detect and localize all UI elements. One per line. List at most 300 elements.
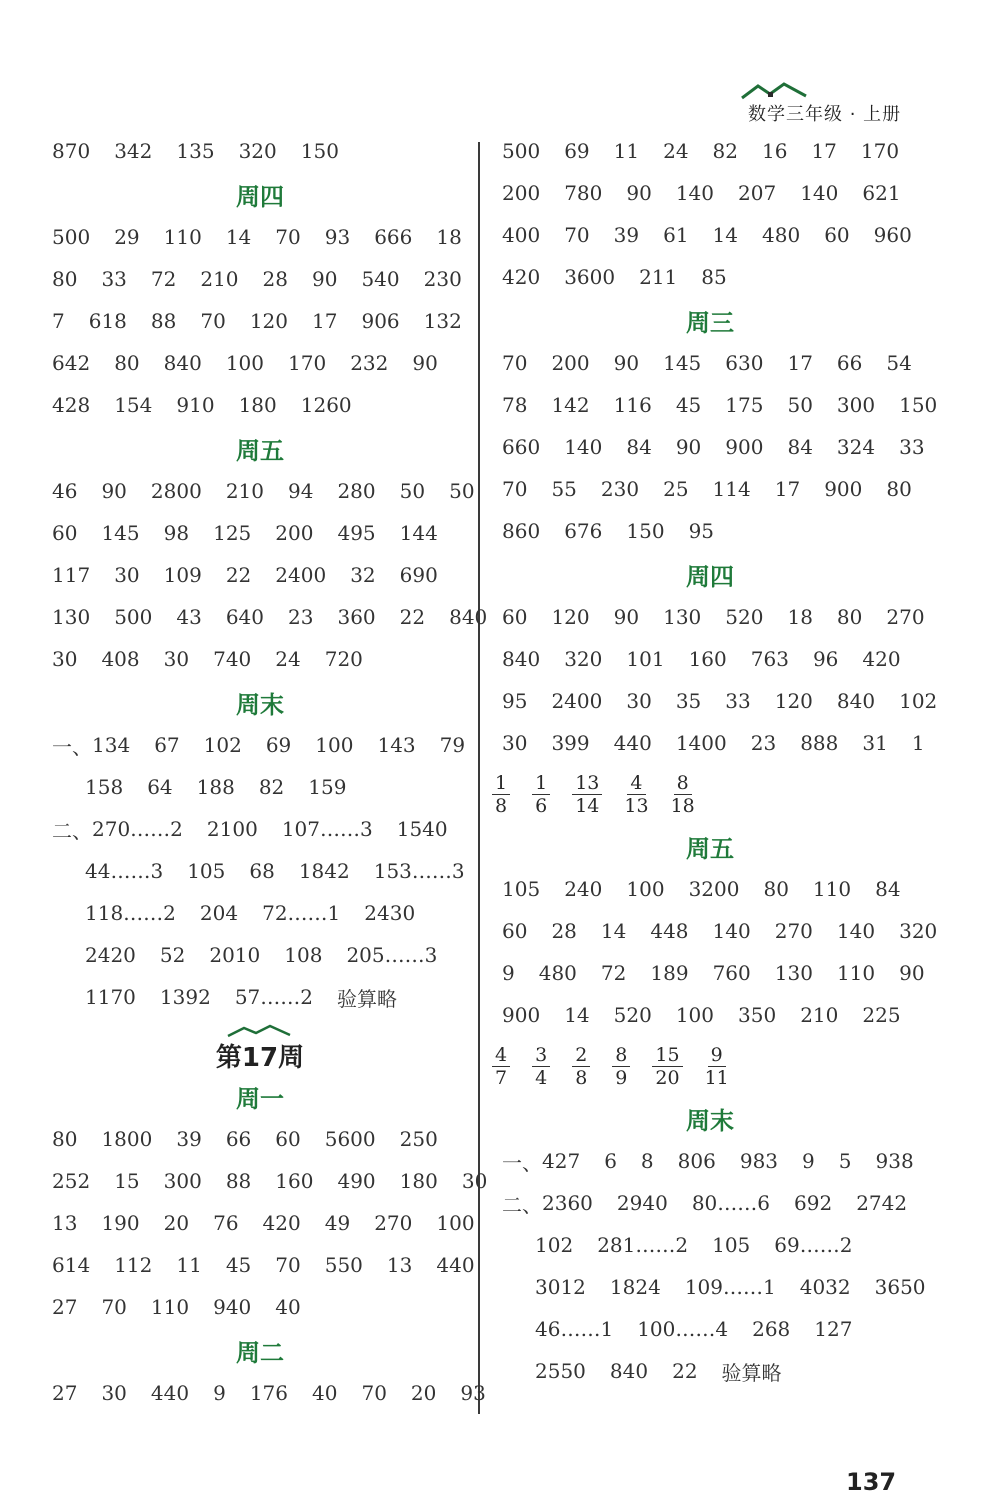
answer-value: 720 — [324, 647, 363, 671]
answer-value: 30 — [461, 1169, 488, 1193]
fraction — [532, 1044, 550, 1089]
answer-line — [30, 130, 470, 172]
answer-line — [480, 384, 938, 426]
answer-line — [480, 680, 938, 722]
answer-value: 120 — [249, 309, 289, 333]
answer-value: 520 — [725, 605, 764, 629]
fraction-denominator: 18 — [670, 794, 695, 817]
week-title: 第17周 — [215, 1043, 305, 1073]
answer-value: 550 — [324, 1253, 363, 1277]
answer-value: 50 — [449, 479, 475, 503]
answer-value: 983 — [739, 1149, 779, 1173]
answer-line — [30, 384, 470, 426]
answer-value: 98 — [163, 521, 190, 545]
answer-value: 160 — [275, 1169, 314, 1193]
answer-value: 46 — [52, 479, 78, 503]
answer-value: 30 — [114, 563, 140, 587]
answer-value: 232 — [350, 351, 389, 375]
answer-value: 250 — [399, 1127, 438, 1151]
answer-value: 420 — [262, 1211, 301, 1235]
answer-value: 2360 — [542, 1191, 593, 1215]
answer-value: 205……3 — [346, 943, 438, 967]
right-column — [480, 130, 938, 1392]
answer-value: 420 — [862, 647, 901, 671]
answer-value: 70 — [275, 225, 301, 249]
answer-value: 300 — [836, 393, 876, 417]
fraction — [492, 1044, 510, 1089]
answer-value: 55 — [551, 477, 577, 501]
answer-value: 35 — [675, 689, 702, 713]
answer-value: 80 — [114, 351, 140, 375]
answer-value: 110 — [163, 225, 202, 249]
answer-line — [30, 892, 470, 934]
answer-value: 2400 — [551, 689, 603, 713]
answer-value: 90 — [101, 479, 127, 503]
answer-value: 90 — [312, 267, 338, 291]
answer-value: 160 — [688, 647, 727, 671]
answer-value: 100……4 — [637, 1317, 729, 1341]
answer-value: 27 — [52, 1295, 78, 1319]
answer-value: 23 — [288, 605, 314, 629]
answer-value: 1842 — [298, 859, 350, 883]
answer-value: 70 — [101, 1295, 127, 1319]
answer-value: 2742 — [856, 1191, 908, 1215]
answer-line — [30, 258, 470, 300]
day-heading: 周末 — [236, 690, 284, 719]
answer-line — [30, 1160, 488, 1202]
fraction-denominator: 9 — [615, 1066, 628, 1089]
answer-value: 840 — [163, 351, 202, 375]
answer-value: 30 — [626, 689, 652, 713]
answer-value: 540 — [361, 267, 400, 291]
answer-value: 140 — [675, 181, 715, 205]
day-heading: 周四 — [236, 182, 284, 211]
answer-value: 39 — [176, 1127, 202, 1151]
answer-value: 84 — [787, 435, 813, 459]
answer-value: 49 — [324, 1211, 351, 1235]
answer-value: 360 — [337, 605, 376, 629]
answer-value: 110 — [812, 877, 852, 901]
answer-value: 210 — [800, 1003, 839, 1027]
day-heading: 周二 — [236, 1338, 284, 1367]
answer-value: 80 — [886, 477, 912, 501]
answer-value: 70 — [361, 1381, 387, 1405]
answer-value: 45 — [675, 393, 702, 417]
answer-line — [480, 1308, 920, 1350]
answer-value: 24 — [275, 647, 301, 671]
answer-value: 80……6 — [691, 1191, 770, 1215]
answer-value: 230 — [600, 477, 640, 501]
fraction-denominator: 7 — [495, 1066, 508, 1089]
day-heading: 周四 — [686, 562, 734, 591]
left-column — [30, 130, 488, 1414]
answer-value: 342 — [114, 139, 153, 163]
answer-line — [480, 868, 920, 910]
answer-value: 60 — [275, 1127, 301, 1151]
answer-value: 11 — [613, 139, 640, 163]
answer-value: 211 — [639, 265, 678, 289]
answer-value: 30 — [101, 1381, 127, 1405]
answer-value: 33 — [725, 689, 751, 713]
answer-value: 763 — [750, 647, 789, 671]
answer-value: 440 — [150, 1381, 190, 1405]
answer-value: 840 — [836, 689, 876, 713]
answer-line — [30, 1286, 470, 1328]
fraction-numerator: 4 — [492, 1044, 510, 1067]
answer-value: 17 — [787, 351, 813, 375]
answer-value: 130 — [52, 605, 91, 629]
section-marker: 二、 — [502, 1192, 542, 1217]
answer-value: 100 — [626, 877, 665, 901]
answer-value: 428 — [52, 393, 91, 417]
fraction-row — [480, 764, 920, 824]
answer-value: 110 — [150, 1295, 190, 1319]
answer-value: 135 — [176, 139, 215, 163]
answer-value: 170 — [860, 139, 900, 163]
answer-value: 90 — [626, 181, 652, 205]
answer-value: 906 — [361, 309, 400, 333]
fraction-numerator: 8 — [674, 772, 692, 795]
day-heading: 周一 — [236, 1084, 284, 1113]
answer-value: 17 — [811, 139, 837, 163]
answer-value: 2100 — [206, 817, 258, 841]
answer-line — [30, 342, 470, 384]
answer-value: 100 — [225, 351, 265, 375]
answer-value: 200 — [502, 181, 541, 205]
answer-value: 80 — [52, 267, 78, 291]
answer-value: 107……3 — [281, 817, 373, 841]
answer-line — [480, 1350, 920, 1392]
answer-line — [30, 470, 475, 512]
answer-value: 132 — [423, 309, 462, 333]
answer-value: 320 — [238, 139, 277, 163]
answer-value: 31 — [862, 731, 888, 755]
answer-value: 22 — [672, 1359, 698, 1383]
answer-value: 93 — [324, 225, 351, 249]
fraction — [492, 772, 510, 817]
fraction-numerator: 8 — [612, 1044, 630, 1067]
answer-value: 78 — [502, 393, 528, 417]
answer-value: 80 — [52, 1127, 78, 1151]
answer-value: 614 — [52, 1253, 91, 1277]
answer-value: 480 — [762, 223, 801, 247]
answer-value: 61 — [663, 223, 689, 247]
answer-line — [30, 1202, 475, 1244]
answer-value: 910 — [176, 393, 215, 417]
fraction-numerator: 9 — [708, 1044, 726, 1067]
answer-value: 640 — [225, 605, 265, 629]
fraction — [572, 1044, 590, 1089]
answer-value: 660 — [502, 435, 541, 459]
answer-line — [30, 766, 470, 808]
answer-line — [30, 934, 470, 976]
answer-value: 9 — [213, 1381, 226, 1405]
answer-value: 95 — [502, 689, 528, 713]
answer-value: 46……1 — [535, 1317, 614, 1341]
answer-value: 642 — [52, 351, 91, 375]
answer-value: 14 — [600, 919, 627, 943]
answer-line — [480, 256, 920, 298]
answer-value: 13 — [52, 1211, 78, 1235]
answer-value: 52 — [159, 943, 186, 967]
answer-value: 320 — [564, 647, 603, 671]
answer-value: 112 — [114, 1253, 153, 1277]
answer-value: 500 — [52, 225, 91, 249]
answer-value: 102 — [535, 1233, 574, 1257]
answer-value: 142 — [551, 393, 590, 417]
roof-icon — [226, 1024, 292, 1038]
answer-value: 190 — [101, 1211, 140, 1235]
answer-value: 760 — [712, 961, 751, 985]
answer-value: 94 — [288, 479, 314, 503]
answer-value: 14 — [225, 225, 252, 249]
answer-value: 270……2 — [92, 817, 183, 841]
answer-value: 101 — [626, 647, 665, 671]
answer-value: 11 — [176, 1253, 202, 1277]
answer-value: 1540 — [396, 817, 448, 841]
fraction-numerator: 3 — [532, 1044, 550, 1067]
answer-value: 618 — [88, 309, 127, 333]
answer-value: 33 — [899, 435, 925, 459]
answer-value: 630 — [725, 351, 764, 375]
answer-line — [480, 952, 925, 994]
answer-value: 88 — [150, 309, 177, 333]
answer-line — [30, 808, 470, 850]
answer-value: 154 — [114, 393, 153, 417]
answer-value: 102 — [899, 689, 938, 713]
answer-value: 840 — [449, 605, 488, 629]
fraction — [572, 772, 602, 817]
answer-value: 6 — [604, 1149, 617, 1173]
answer-line — [480, 994, 920, 1036]
answer-value: 验算略 — [721, 1360, 782, 1385]
answer-value: 30 — [502, 731, 528, 755]
answer-value: 20 — [410, 1381, 437, 1405]
answer-value: 109……1 — [684, 1275, 776, 1299]
answer-line — [480, 722, 925, 764]
answer-value: 29 — [114, 225, 140, 249]
answer-line — [480, 1140, 920, 1182]
answer-value: 120 — [551, 605, 590, 629]
answer-value: 70 — [200, 309, 226, 333]
answer-value: 7 — [52, 309, 65, 333]
answer-value: 54 — [886, 351, 912, 375]
answer-value: 938 — [875, 1149, 914, 1173]
answer-value: 230 — [423, 267, 462, 291]
answer-value: 2430 — [364, 901, 416, 925]
answer-value: 900 — [502, 1003, 541, 1027]
answer-value: 427 — [542, 1149, 581, 1173]
answer-value: 30 — [163, 647, 190, 671]
answer-value: 40 — [312, 1381, 338, 1405]
answer-value: 66 — [836, 351, 863, 375]
answer-value: 1400 — [675, 731, 727, 755]
answer-value: 70 — [564, 223, 590, 247]
answer-value: 143 — [377, 733, 416, 757]
answer-value: 666 — [374, 225, 413, 249]
answer-value: 109 — [163, 563, 202, 587]
answer-value: 44……3 — [85, 859, 164, 883]
answer-value: 23 — [750, 731, 777, 755]
answer-value: 490 — [337, 1169, 376, 1193]
answer-value: 27 — [52, 1381, 78, 1405]
answer-value: 740 — [213, 647, 252, 671]
answer-value: 188 — [196, 775, 235, 799]
answer-value: 2400 — [275, 563, 327, 587]
answer-value: 88 — [225, 1169, 252, 1193]
answer-value: 105 — [712, 1233, 751, 1257]
answer-value: 8 — [640, 1149, 654, 1173]
week-heading — [30, 1018, 490, 1074]
answer-value: 72 — [600, 961, 627, 985]
answer-value: 1170 — [85, 985, 136, 1009]
answer-value: 140 — [564, 435, 603, 459]
section-marker: 一、 — [502, 1150, 542, 1175]
page-number: 137 — [846, 1468, 897, 1496]
answer-value: 1 — [911, 731, 925, 755]
fraction — [612, 1044, 630, 1089]
answer-value: 90 — [613, 605, 640, 629]
answer-value: 270 — [374, 1211, 413, 1235]
answer-value: 2940 — [616, 1191, 668, 1215]
answer-value: 118……2 — [85, 901, 176, 925]
answer-value: 5600 — [324, 1127, 376, 1151]
answer-value: 9 — [802, 1149, 815, 1173]
answer-line — [30, 638, 470, 680]
answer-value: 82 — [258, 775, 285, 799]
answer-value: 150 — [300, 139, 339, 163]
answer-value: 90 — [675, 435, 702, 459]
answer-line — [30, 850, 470, 892]
answer-value: 3600 — [564, 265, 616, 289]
answer-value: 676 — [564, 519, 603, 543]
answer-value: 9 — [502, 961, 515, 985]
answer-value: 180 — [238, 393, 277, 417]
answer-value: 140 — [800, 181, 839, 205]
answer-value: 70 — [502, 351, 528, 375]
answer-line — [30, 512, 470, 554]
answer-line — [480, 342, 920, 384]
section-marker: 二、 — [52, 818, 92, 843]
day-heading: 周五 — [686, 834, 734, 863]
fraction-numerator: 13 — [572, 772, 602, 795]
answer-line — [480, 468, 920, 510]
answer-value: 200 — [275, 521, 314, 545]
answer-value: 2010 — [209, 943, 261, 967]
answer-value: 72 — [150, 267, 177, 291]
day-heading: 周三 — [686, 308, 734, 337]
section-marker: 一、 — [52, 734, 92, 759]
answer-value: 159 — [308, 775, 347, 799]
answer-value: 125 — [213, 521, 252, 545]
answer-value: 500 — [502, 139, 541, 163]
fraction — [652, 1044, 682, 1089]
answer-value: 50 — [399, 479, 426, 503]
answer-value: 2550 — [535, 1359, 586, 1383]
answer-value: 82 — [712, 139, 738, 163]
answer-value: 408 — [101, 647, 140, 671]
answer-line — [480, 1224, 920, 1266]
answer-value: 32 — [350, 563, 376, 587]
answer-line — [480, 172, 920, 214]
answer-line — [480, 1266, 926, 1308]
fraction-denominator: 14 — [575, 794, 600, 817]
answer-value: 33 — [101, 267, 127, 291]
answer-value: 210 — [200, 267, 239, 291]
answer-value: 72……1 — [262, 901, 341, 925]
answer-value: 116 — [613, 393, 652, 417]
answer-value: 960 — [873, 223, 912, 247]
answer-value: 114 — [712, 477, 751, 501]
answer-value: 57……2 — [234, 985, 313, 1009]
answer-value: 14 — [712, 223, 738, 247]
answer-value: 127 — [814, 1317, 853, 1341]
answer-value: 158 — [85, 775, 124, 799]
answer-value: 108 — [284, 943, 323, 967]
answer-line — [480, 638, 920, 680]
answer-line — [30, 300, 470, 342]
answer-line — [30, 1372, 486, 1414]
answer-value: 70 — [275, 1253, 301, 1277]
answer-value: 30 — [52, 647, 78, 671]
book-header-title: 数学三年级 · 上册 — [748, 104, 902, 125]
answer-value: 20 — [163, 1211, 190, 1235]
answer-value: 90 — [613, 351, 640, 375]
answer-line — [30, 596, 488, 638]
answer-value: 1392 — [159, 985, 211, 1009]
answer-value: 22 — [399, 605, 426, 629]
answer-line — [480, 130, 920, 172]
answer-value: 324 — [836, 435, 876, 459]
answer-value: 806 — [677, 1149, 716, 1173]
answer-value: 150 — [626, 519, 665, 543]
answer-value: 69 — [265, 733, 292, 757]
answer-value: 520 — [613, 1003, 652, 1027]
answer-value: 16 — [762, 139, 788, 163]
answer-line — [30, 554, 470, 596]
answer-value: 2800 — [150, 479, 202, 503]
fraction — [532, 772, 550, 817]
answer-value: 780 — [564, 181, 603, 205]
fraction-denominator: 4 — [535, 1066, 548, 1089]
fraction-denominator: 8 — [575, 1066, 588, 1089]
fraction-denominator: 8 — [495, 794, 508, 817]
answer-value: 281……2 — [597, 1233, 689, 1257]
answer-value: 210 — [225, 479, 264, 503]
answer-value: 480 — [538, 961, 577, 985]
answer-value: 692 — [794, 1191, 833, 1215]
answer-value: 400 — [502, 223, 541, 247]
answer-value: 130 — [774, 961, 813, 985]
fraction-numerator: 1 — [532, 772, 550, 795]
answer-value: 3650 — [874, 1275, 926, 1299]
answer-value: 69……2 — [774, 1233, 853, 1257]
answer-value: 140 — [836, 919, 876, 943]
answer-value: 100 — [436, 1211, 475, 1235]
day-heading: 周末 — [686, 1106, 734, 1135]
answer-value: 153……3 — [373, 859, 465, 883]
answer-value: 84 — [875, 877, 901, 901]
answer-value: 40 — [275, 1295, 301, 1319]
answer-value: 150 — [899, 393, 938, 417]
answer-value: 25 — [663, 477, 689, 501]
answer-value: 60 — [52, 521, 78, 545]
answer-value: 2420 — [85, 943, 136, 967]
answer-value: 验算略 — [337, 986, 397, 1011]
answer-value: 270 — [886, 605, 925, 629]
fraction — [671, 772, 695, 817]
answer-value: 93 — [460, 1381, 486, 1405]
